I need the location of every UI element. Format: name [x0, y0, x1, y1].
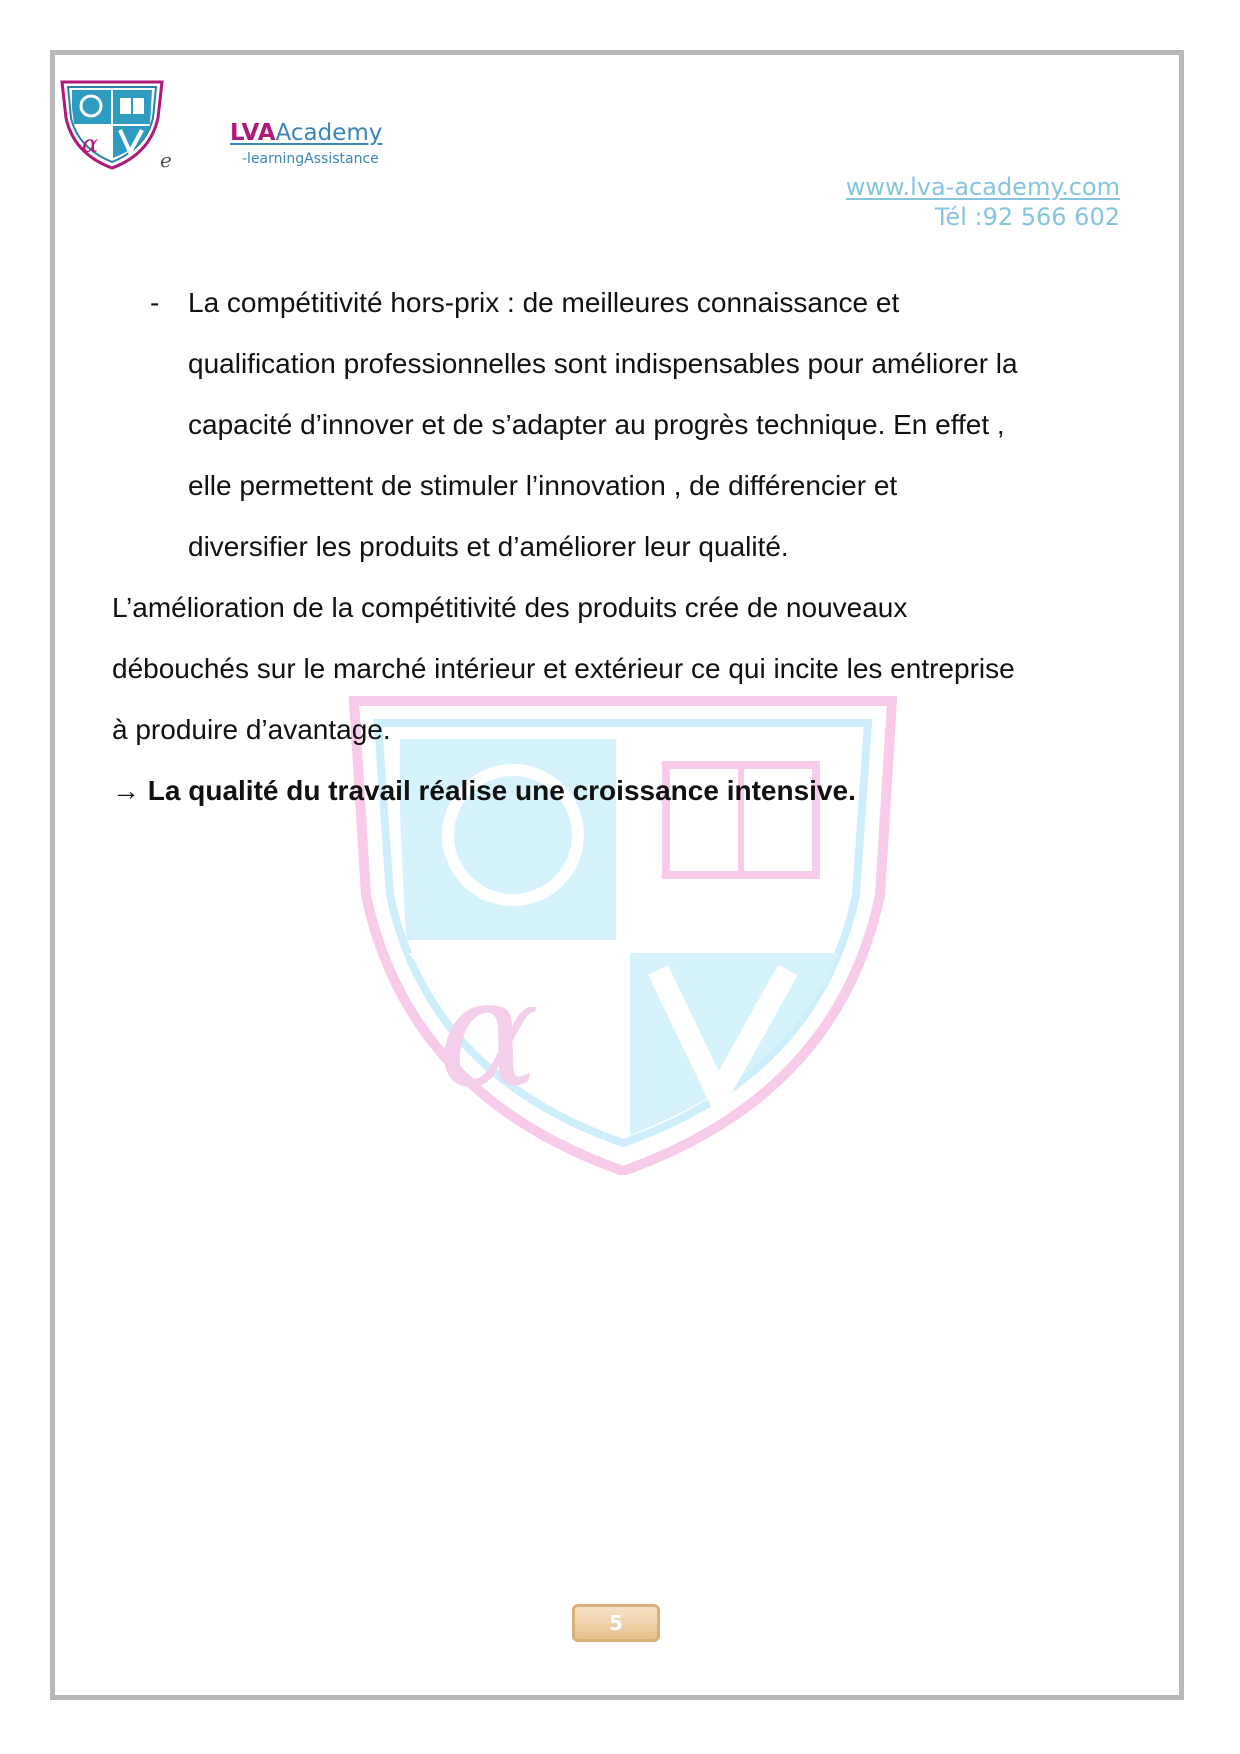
page-number-badge: 5	[572, 1604, 660, 1642]
text-line: capacité d’innover et de s’adapter au progrès technique. En effet ,	[188, 409, 1005, 440]
text-line: L’amélioration de la compétitivité des produits crée de nouveaux	[112, 592, 908, 623]
logo-e-letter: e	[160, 148, 172, 172]
contact-block	[846, 172, 1120, 232]
bullet-dash: -	[150, 287, 160, 318]
brand-block	[230, 120, 382, 167]
svg-text:α: α	[82, 130, 99, 158]
brand-lva: LVA	[230, 120, 276, 146]
text-line: qualification professionnelles sont indispensables pour améliorer la	[188, 348, 1018, 379]
brand-tagline: -learningAssistance	[242, 151, 379, 167]
text-line: diversifier les produits et d’améliorer leur qualité.	[188, 531, 789, 562]
page-content	[112, 272, 1122, 821]
website-link[interactable]: www.lva-academy.com	[845, 173, 1120, 201]
brand-academy: Academy	[275, 120, 383, 146]
text-line: à produire d’avantage.	[112, 714, 391, 745]
paragraph	[112, 577, 1122, 760]
text-line: débouchés sur le marché intérieur et extérieur ce qui incite les entreprise	[112, 653, 1015, 684]
text-line: elle permettent de stimuler l’innovation , de différencier et	[188, 470, 898, 501]
phone-number: Tél :92 566 602	[934, 203, 1120, 231]
svg-text:α: α	[438, 947, 540, 1121]
bullet-item	[112, 272, 1122, 577]
brand-name	[230, 120, 382, 146]
conclusion-line: → La qualité du travail réalise une croissance intensive.	[112, 775, 856, 806]
academy-shield-logo	[58, 78, 166, 170]
text-line: La compétitivité hors-prix : de meilleures connaissance et	[188, 287, 900, 318]
